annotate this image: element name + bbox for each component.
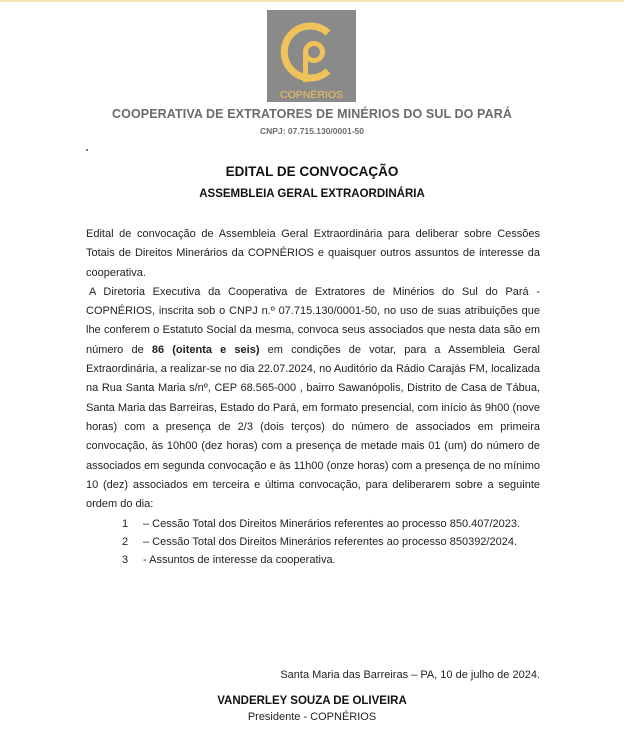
signatory-role: Presidente - COPNÉRIOS xyxy=(247,711,377,723)
copnerios-logo xyxy=(267,10,356,102)
convocation-paragraph xyxy=(86,283,540,515)
place-and-date: Santa Maria das Barreiras – PA, 10 de julho de 2024. xyxy=(280,669,540,681)
convocation-text-end: em condições de votar, para a Assembleia Geral Extraordinária, a realizar-se no dia 22.07.2024, no Auditório da Rádio Carajás FM, localizada na Rua Santa Maria s/nº, CEP 68.565-000 , bairro Sawanópolis, Distrito de Casa de Tábua, Santa Maria das Barreiras, Estado do Pará, em formato presencial, com início às 9h00 (nove horas) com a presença de 2/3 (dois terços) do número de associados em primeira convocação, às 10h00 (dez horas) com a presença de metade mais 01 (um) do número de associados em segunda convocação e às 11h00 (onze horas) com a presença de no mínimo 10 (dez) associados em terceira e última convocação, para deliberarem sobre a seguinte ordem do dia: xyxy=(86,343,540,511)
stray-mark xyxy=(86,149,88,151)
agenda-list xyxy=(86,517,540,567)
agenda-item-text: - Assuntos de interesse da cooperativa. xyxy=(143,553,336,566)
agenda-item-text: – Cessão Total dos Direitos Minerários referentes ao processo 850.407/2023. xyxy=(143,518,521,531)
document-title: EDITAL DE CONVOCAÇÃO xyxy=(225,164,399,179)
agenda-item-number: 1 xyxy=(122,518,129,531)
signatory-name: VANDERLEY SOUZA DE OLIVEIRA xyxy=(217,695,407,707)
document-subtitle: ASSEMBLEIA GERAL EXTRAORDINÁRIA xyxy=(199,188,425,200)
agenda-item-text: – Cessão Total dos Direitos Minerários referentes ao processo 850392/2024. xyxy=(143,536,518,549)
convocation-text-start: A Diretoria Executiva da Cooperativa de Extratores de Minérios do Sul do Pará - COPNÉRIOS, inscrita sob o CNPJ n.º 07.715.130/0001-50, no uso de suas atribuições que lhe conferem o Estatuto Social da mesma, convoca seus associados que nesta data são em número de xyxy=(86,285,540,356)
document-body xyxy=(86,225,540,571)
logo-mark-icon xyxy=(267,10,356,102)
agenda-item xyxy=(86,535,540,550)
agenda-item xyxy=(86,517,540,532)
member-count: 86 (oitenta e seis) xyxy=(151,343,260,356)
agenda-item-number: 2 xyxy=(122,536,129,549)
top-border-line xyxy=(0,0,624,2)
agenda-item-number: 3 xyxy=(122,553,129,566)
logo-text: COPNÉRIOS xyxy=(279,89,344,101)
organization-name: COOPERATIVA DE EXTRATORES DE MINÉRIOS DO SUL DO PARÁ xyxy=(112,107,512,121)
intro-paragraph: Edital de convocação de Assembleia Geral Extraordinária para deliberar sobre Cessões Totais de Direitos Minerários da COPNÉRIOS e quaisquer outros assuntos de interesse da cooperativa. xyxy=(86,228,540,279)
organization-cnpj: CNPJ: 07.715.130/0001-50 xyxy=(260,126,364,136)
agenda-item xyxy=(86,553,540,568)
